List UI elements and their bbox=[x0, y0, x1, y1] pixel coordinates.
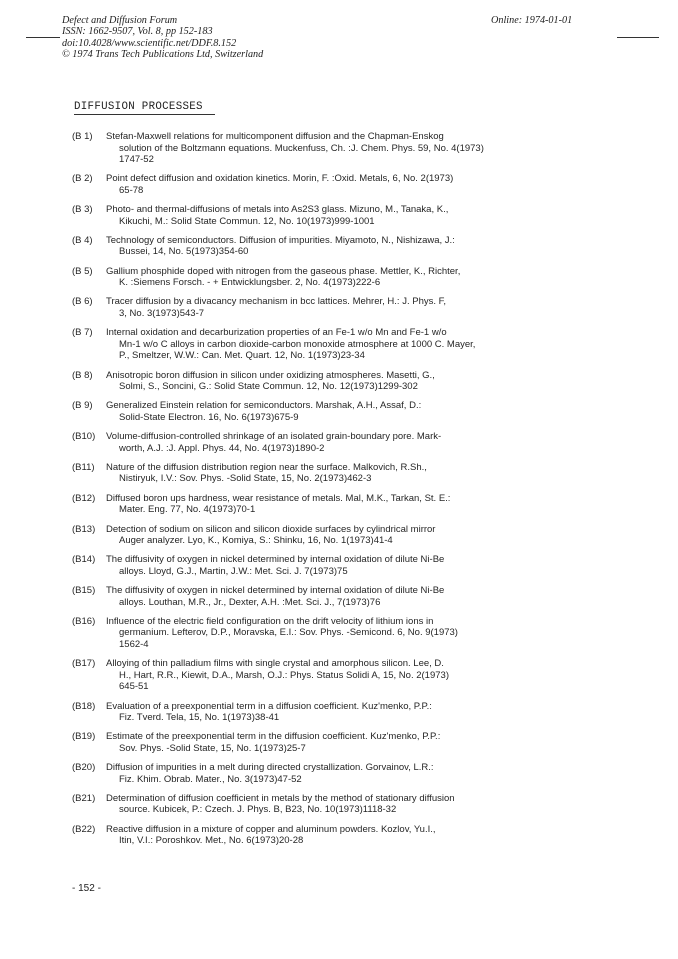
reference-entry bbox=[72, 731, 632, 754]
reference-line: worth, A.J. :J. Appl. Phys. 44, No. 4(1973)1890-2 bbox=[119, 442, 325, 454]
reference-line: Diffusion of impurities in a melt during directed crystallization. Gorvainov, L.R.: bbox=[106, 762, 434, 774]
reference-line: Influence of the electric field configuration on the drift velocity of lithium ions in bbox=[106, 615, 434, 627]
reference-line: Point defect diffusion and oxidation kinetics. Morin, F. :Oxid. Metals, 6, No. 2(1973) bbox=[106, 173, 454, 185]
header-rule-right bbox=[617, 37, 659, 38]
reference-tag: (B 4) bbox=[72, 234, 93, 246]
reference-line: source. Kubicek, P.: Czech. J. Phys. B, B23, No. 10(1973)1118-32 bbox=[119, 804, 397, 816]
reference-line: H., Hart, R.R., Kiewit, D.A., Marsh, O.J.: Phys. Status Solidi A, 15, No. 2(1973) bbox=[119, 669, 449, 681]
reference-tag: (B 2) bbox=[72, 173, 93, 185]
reference-line: Estimate of the preexponential term in the diffusion coefficient. Kuz'menko, P.P.: bbox=[106, 731, 441, 743]
reference-text bbox=[106, 493, 632, 516]
copyright-line: © 1974 Trans Tech Publications Ltd, Switzerland bbox=[62, 49, 264, 61]
reference-list bbox=[72, 131, 632, 855]
reference-entry bbox=[72, 204, 632, 227]
reference-line: Determination of diffusion coefficient in metals by the method of stationary diffusion bbox=[106, 792, 455, 804]
reference-text bbox=[106, 204, 632, 227]
reference-tag: (B 6) bbox=[72, 296, 93, 308]
online-date: Online: 1974-01-01 bbox=[491, 15, 573, 26]
reference-line: Kikuchi, M.: Solid State Commun. 12, No. 10(1973)999-1001 bbox=[119, 215, 375, 227]
reference-tag: (B12) bbox=[72, 492, 96, 504]
reference-entry bbox=[72, 266, 632, 289]
reference-line: Stefan-Maxwell relations for multicomponent diffusion and the Chapman-Enskog bbox=[106, 131, 444, 142]
reference-text bbox=[106, 296, 632, 319]
reference-entry bbox=[72, 370, 632, 393]
reference-tag: (B22) bbox=[72, 823, 96, 835]
reference-line: Alloying of thin palladium films with single crystal and amorphous silicon. Lee, D. bbox=[106, 658, 444, 670]
reference-tag: (B 1) bbox=[72, 131, 93, 142]
reference-entry bbox=[72, 793, 632, 816]
reference-text bbox=[106, 762, 632, 785]
doi-line: doi:10.4028/www.scientific.net/DDF.8.152 bbox=[62, 37, 237, 49]
reference-line: Fiz. Khim. Obrab. Mater., No. 3(1973)47-52 bbox=[119, 773, 302, 785]
reference-line: Fiz. Tverd. Tela, 15, No. 1(1973)38-41 bbox=[119, 712, 280, 724]
reference-entry bbox=[72, 400, 632, 423]
reference-line: 1562-4 bbox=[119, 638, 149, 650]
reference-entry bbox=[72, 658, 632, 693]
reference-text bbox=[106, 658, 632, 693]
reference-entry bbox=[72, 701, 632, 724]
reference-tag: (B21) bbox=[72, 792, 96, 804]
reference-line: Diffused boron ups hardness, wear resistance of metals. Mal, M.K., Tarkan, St. E.: bbox=[106, 492, 451, 504]
reference-text bbox=[106, 554, 632, 577]
reference-tag: (B10) bbox=[72, 431, 96, 443]
reference-text bbox=[106, 793, 632, 816]
reference-line: alloys. Louthan, M.R., Jr., Dexter, A.H. :Met. Sci. J., 7(1973)76 bbox=[119, 596, 381, 608]
reference-line: Nistiryuk, I.V.: Sov. Phys. -Solid State, 15, No. 2(1973)462-3 bbox=[119, 473, 372, 485]
journal-name: Defect and Diffusion Forum bbox=[62, 15, 178, 26]
reference-tag: (B16) bbox=[72, 615, 96, 627]
header-rule-left bbox=[26, 37, 60, 38]
reference-line: Solmi, S., Soncini, G.: Solid State Commun. 12, No. 12(1973)1299-302 bbox=[119, 381, 418, 393]
reference-entry bbox=[72, 554, 632, 577]
reference-line: 3, No. 3(1973)543-7 bbox=[119, 307, 205, 319]
reference-line: Mn-1 w/o C alloys in carbon dioxide-carbon monoxide atmosphere at 1000 C. Mayer, bbox=[119, 338, 476, 350]
reference-line: Reactive diffusion in a mixture of copper and aluminum powders. Kozlov, Yu.I., bbox=[106, 823, 436, 835]
reference-text bbox=[106, 400, 632, 423]
reference-entry bbox=[72, 462, 632, 485]
reference-line: Sov. Phys. -Solid State, 15, No. 1(1973)25-7 bbox=[119, 742, 306, 754]
reference-line: Itin, V.I.: Poroshkov. Met., No. 6(1973)20-28 bbox=[119, 835, 304, 847]
reference-line: Technology of semiconductors. Diffusion of impurities. Miyamoto, N., Nishizawa, J.: bbox=[106, 234, 455, 246]
issn-line: ISSN: 1662-9507, Vol. 8, pp 152-183 bbox=[62, 26, 213, 38]
reference-tag: (B20) bbox=[72, 762, 96, 774]
reference-text bbox=[106, 616, 632, 651]
reference-line: Photo- and thermal-diffusions of metals into As2S3 glass. Mizuno, M., Tanaka, K., bbox=[106, 204, 449, 216]
page-number: - 152 - bbox=[72, 883, 101, 894]
reference-tag: (B11) bbox=[72, 461, 95, 473]
reference-tag: (B 3) bbox=[72, 204, 93, 216]
reference-text bbox=[106, 524, 632, 547]
reference-line: Nature of the diffusion distribution region near the surface. Malkovich, R.Sh., bbox=[106, 461, 427, 473]
reference-tag: (B 5) bbox=[72, 265, 93, 277]
reference-line: germanium. Lefterov, D.P., Moravska, E.I.: Sov. Phys. -Semicond. 6, No. 9(1973) bbox=[119, 627, 458, 639]
reference-text bbox=[106, 266, 632, 289]
reference-text bbox=[106, 462, 632, 485]
reference-line: alloys. Lloyd, G.J., Martin, J.W.: Met. Sci. J. 7(1973)75 bbox=[119, 565, 348, 577]
reference-entry bbox=[72, 762, 632, 785]
reference-text bbox=[106, 173, 632, 196]
section-title: DIFFUSION PROCESSES bbox=[74, 101, 203, 113]
reference-entry bbox=[72, 131, 632, 166]
reference-tag: (B19) bbox=[72, 731, 96, 743]
reference-text bbox=[106, 327, 632, 362]
reference-entry bbox=[72, 493, 632, 516]
section-title-underline bbox=[74, 114, 215, 115]
reference-tag: (B17) bbox=[72, 658, 96, 670]
reference-line: solution of the Boltzmann equations. Muckenfuss, Ch. :J. Chem. Phys. 59, No. 4(1973) bbox=[119, 142, 484, 154]
reference-tag: (B14) bbox=[72, 554, 96, 566]
reference-text bbox=[106, 131, 632, 166]
reference-entry bbox=[72, 824, 632, 847]
reference-line: Solid-State Electron. 16, No. 6(1973)675-9 bbox=[119, 411, 299, 423]
reference-entry bbox=[72, 327, 632, 362]
reference-line: Mater. Eng. 77, No. 4(1973)70-1 bbox=[119, 504, 256, 516]
reference-line: Anisotropic boron diffusion in silicon under oxidizing atmospheres. Masetti, G., bbox=[106, 369, 435, 381]
reference-line: Detection of sodium on silicon and silicon dioxide surfaces by cylindrical mirror bbox=[106, 523, 436, 535]
reference-entry bbox=[72, 524, 632, 547]
reference-line: Auger analyzer. Lyo, K., Komiya, S.: Shinku, 16, No. 1(1973)41-4 bbox=[119, 535, 393, 547]
reference-tag: (B 7) bbox=[72, 327, 93, 339]
reference-line: K. :Siemens Forsch. - + Entwicklungsber. 2, No. 4(1973)222-6 bbox=[119, 277, 381, 289]
reference-line: 65-78 bbox=[119, 184, 144, 196]
reference-line: Volume-diffusion-controlled shrinkage of an isolated grain-boundary pore. Mark- bbox=[106, 431, 442, 443]
reference-line: Bussei, 14, No. 5(1973)354-60 bbox=[119, 246, 249, 258]
reference-tag: (B18) bbox=[72, 700, 96, 712]
reference-line: P., Smeltzer, W.W.: Can. Met. Quart. 12, No. 1(1973)23-34 bbox=[119, 350, 365, 362]
reference-line: Gallium phosphide doped with nitrogen from the gaseous phase. Mettler, K., Richter, bbox=[106, 265, 461, 277]
reference-line: 645-51 bbox=[119, 681, 149, 693]
reference-text bbox=[106, 235, 632, 258]
reference-tag: (B 8) bbox=[72, 369, 93, 381]
reference-entry bbox=[72, 173, 632, 196]
reference-tag: (B13) bbox=[72, 523, 96, 535]
reference-text bbox=[106, 701, 632, 724]
reference-text bbox=[106, 431, 632, 454]
reference-line: The diffusivity of oxygen in nickel determined by internal oxidation of dilute Ni-Be bbox=[106, 554, 445, 566]
reference-text bbox=[106, 585, 632, 608]
reference-line: Tracer diffusion by a divacancy mechanism in bcc lattices. Mehrer, H.: J. Phys. F, bbox=[106, 296, 447, 308]
reference-text bbox=[106, 824, 632, 847]
reference-entry bbox=[72, 616, 632, 651]
journal-header bbox=[62, 15, 263, 61]
reference-entry bbox=[72, 296, 632, 319]
reference-line: The diffusivity of oxygen in nickel determined by internal oxidation of dilute Ni-Be bbox=[106, 585, 445, 597]
reference-entry bbox=[72, 235, 632, 258]
reference-line: Generalized Einstein relation for semiconductors. Marshak, A.H., Assaf, D.: bbox=[106, 400, 422, 412]
reference-text bbox=[106, 731, 632, 754]
reference-line: Evaluation of a preexponential term in a diffusion coefficient. Kuz'menko, P.P.: bbox=[106, 700, 432, 712]
reference-entry bbox=[72, 431, 632, 454]
reference-tag: (B15) bbox=[72, 585, 96, 597]
reference-tag: (B 9) bbox=[72, 400, 93, 412]
reference-entry bbox=[72, 585, 632, 608]
reference-line: Internal oxidation and decarburization properties of an Fe-1 w/o Mn and Fe-1 w/o bbox=[106, 327, 447, 339]
reference-text bbox=[106, 370, 632, 393]
reference-line: 1747-52 bbox=[119, 154, 154, 165]
